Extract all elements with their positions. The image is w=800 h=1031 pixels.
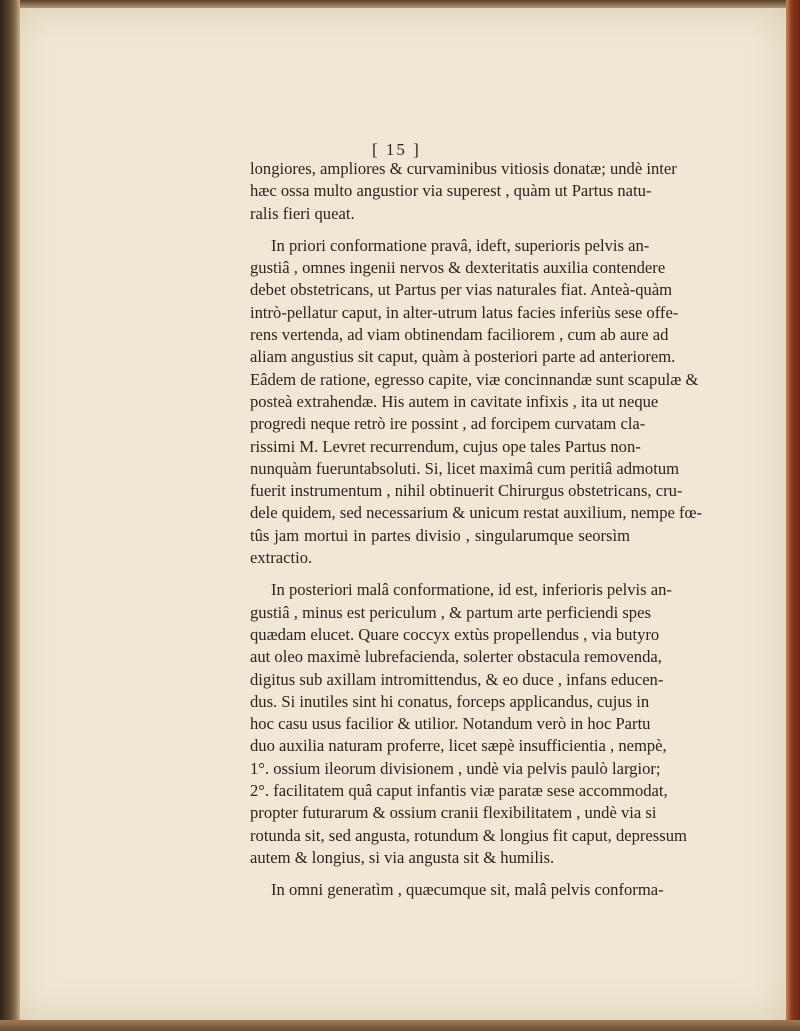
text-line: 1°. ossium ileorum divisionem , undè via pelvis paulò largior; xyxy=(250,758,661,778)
text-line: In posteriori malâ conformatione, id est, inferioris pelvis an- xyxy=(271,580,672,600)
text-line: fuerit instrumentum , nihil obtinuerit Chirurgus obstetricans, cru- xyxy=(250,481,683,501)
text-line: intrò-pellatur caput, in alter-utrum latus facies inferiùs sese offe- xyxy=(250,302,679,322)
text-line: aut oleo maximè lubrefacienda, solerter obstacula removenda, xyxy=(250,647,662,667)
page-number: [ 15 ] xyxy=(372,140,421,159)
text-line: gustiâ , omnes ingenii nervos & dexteritatis auxilia contendere xyxy=(250,258,666,278)
text-line: In priori conformatione pravâ, ideft, superioris pelvis an- xyxy=(271,235,650,255)
paragraph-gap xyxy=(250,869,630,879)
text-line: tûs jam mortui in partes divisio , singularumque seorsìm xyxy=(250,525,630,545)
text-line: nunquàm fueruntabsoluti. Si, licet maximâ cum peritiâ admotum xyxy=(250,458,680,478)
text-line: duo auxilia naturam proferre, licet sæpè insufficientia , nempè, xyxy=(250,736,667,756)
text-line: aliam angustius sit caput, quàm à posteriori parte ad anteriorem. xyxy=(250,347,676,367)
paragraph xyxy=(250,879,664,901)
paragraph xyxy=(250,579,687,869)
text-line: rissimi M. Levret recurrendum, cujus ope tales Partus non- xyxy=(250,436,641,456)
text-line: debet obstetricans, ut Partus per vias naturales fiat. Anteà-quàm xyxy=(250,280,673,300)
text-line: hæc ossa multo angustior via superest , quàm ut Partus natu- xyxy=(250,181,652,201)
paragraph xyxy=(250,158,677,225)
text-line: progredi neque retrò ire possint , ad forcipem curvatam cla- xyxy=(250,414,646,434)
text-line: posteà extrahendæ. His autem in cavitate infixis , ita ut neque xyxy=(250,391,659,411)
text-line: dus. Si inutiles sint hi conatus, forceps applicandus, cujus in xyxy=(250,691,650,711)
text-line: gustiâ , minus est periculum , & partum arte perficiendi spes xyxy=(250,602,651,622)
book-cover-edge xyxy=(786,0,800,1031)
text-line: propter futurarum & ossium cranii flexibilitatem , undè via si xyxy=(250,803,657,823)
text-line: In omni generatìm , quæcumque sit, malâ pelvis conforma- xyxy=(271,880,664,900)
paragraph xyxy=(250,235,703,569)
text-line: autem & longius, si via angusta sit & humilis. xyxy=(250,847,555,867)
text-line: 2°. facilitatem quâ caput infantis viæ paratæ sese accommodat, xyxy=(250,781,668,801)
paragraph-gap xyxy=(250,225,630,235)
text-line: rens vertenda, ad viam obtinendam faciliorem , cum ab aure ad xyxy=(250,325,669,345)
text-line: longiores, ampliores & curvaminibus vitiosis donatæ; undè inter xyxy=(250,159,677,178)
text-line: hoc casu usus facilior & utilior. Notandum verò in hoc Partu xyxy=(250,714,651,734)
text-line: ralis fieri queat. xyxy=(250,203,355,223)
text-line: digitus sub axillam intromittendus, & eo duce , infans educen- xyxy=(250,669,664,689)
text-line: quædam elucet. Quare coccyx extùs propellendus , via butyro xyxy=(250,624,660,644)
text-line: extractio. xyxy=(250,548,313,568)
text-line: rotunda sit, sed angusta, rotundum & longius fit caput, depressum xyxy=(250,825,687,845)
page-bottom-edge xyxy=(0,1020,800,1031)
text-line: dele quidem, sed necessarium & unicum restat auxilium, nempe fœ- xyxy=(250,503,703,523)
book-spine xyxy=(0,0,20,1031)
text-line: Eâdem de ratione, egresso capite, viæ concinnandæ sunt scapulæ & xyxy=(250,369,699,389)
page-body xyxy=(250,158,703,902)
paragraph-gap xyxy=(250,569,630,579)
